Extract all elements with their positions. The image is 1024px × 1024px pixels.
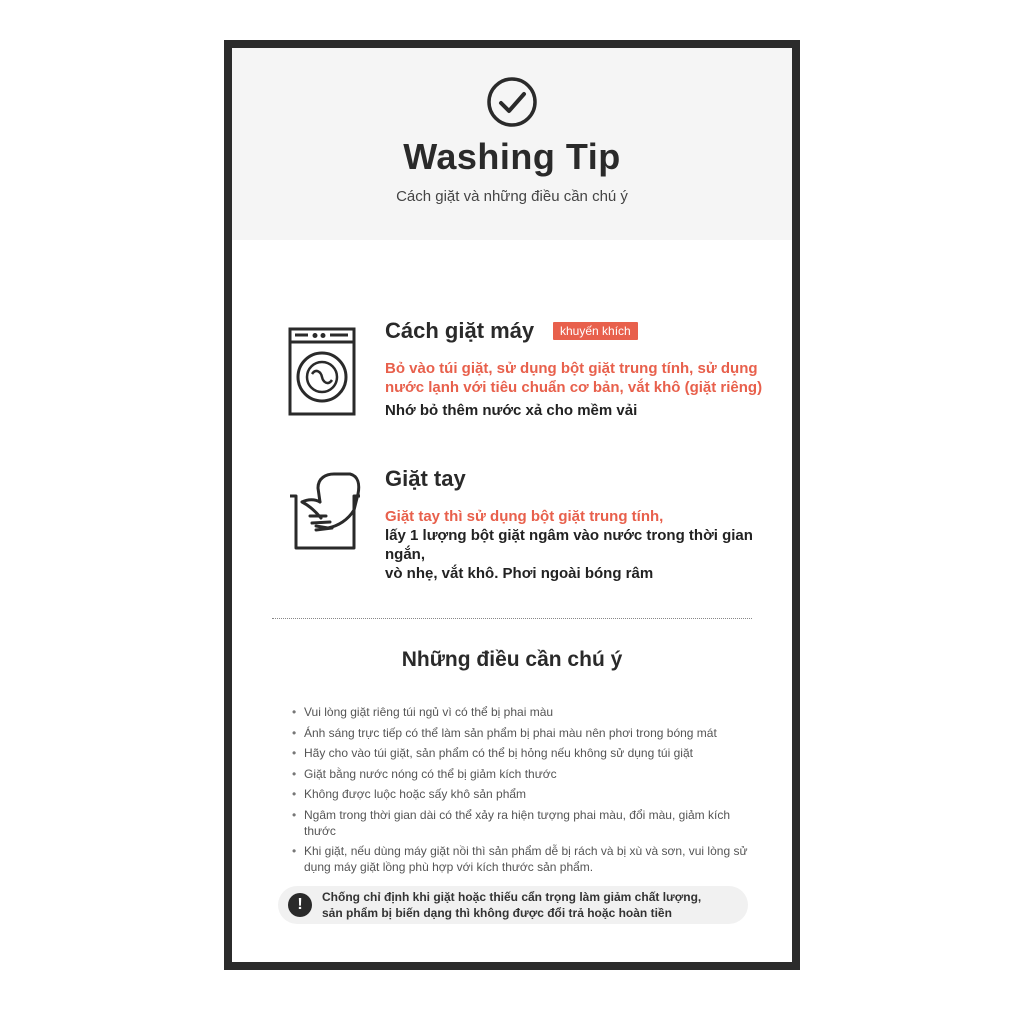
list-item: • Giặt bằng nước nóng có thể bị giảm kích thước [292, 766, 762, 782]
machine-wash-text [385, 359, 785, 420]
list-item: • Không được luộc hoặc sấy khô sản phẩm [292, 786, 762, 802]
hand-wash-line-1: Giặt tay thì sử dụng bột giặt trung tính, [385, 508, 664, 525]
page-title: Washing Tip [403, 136, 621, 177]
notice-title: Những điều cần chú ý [401, 648, 623, 671]
list-item: • Ngâm trong thời gian dài có thể xảy ra hiện tượng phai màu, đổi màu, giảm kích thước [292, 807, 762, 839]
washing-machine-icon [288, 320, 356, 416]
page-subtitle: Cách giặt và những điều cần chú ý [396, 188, 628, 205]
list-item: • Hãy cho vào túi giặt, sản phẩm có thể bị hỏng nếu không sử dụng túi giặt [292, 745, 762, 761]
machine-wash-line-1: Bỏ vào túi giặt, sử dụng bột giặt trung tính, sử dụng [385, 360, 758, 377]
machine-wash-line-3: Nhớ bỏ thêm nước xả cho mềm vải [385, 402, 638, 419]
hand-wash-title: Giặt tay [385, 466, 466, 491]
warning-text [322, 889, 701, 921]
hand-wash-line-2: lấy 1 lượng bột giặt ngâm vào nước trong thời gian ngắn, [385, 527, 753, 563]
washing-tip-card [224, 40, 800, 970]
machine-wash-line-2: nước lạnh với tiêu chuẩn cơ bản, vắt khô (giặt riêng) [385, 379, 763, 396]
header [232, 48, 792, 240]
notice-list [292, 704, 762, 880]
machine-wash-title: Cách giặt máy [385, 318, 535, 343]
list-item: • Ánh sáng trực tiếp có thể làm sản phẩm bị phai màu nên phơi trong bóng mát [292, 725, 762, 741]
exclamation-icon: ! [288, 893, 312, 917]
check-circle-icon [486, 76, 538, 128]
hand-wash-line-3: vò nhẹ, vắt khô. Phơi ngoài bóng râm [385, 565, 654, 582]
dotted-divider [272, 618, 752, 619]
warning-banner [278, 886, 748, 924]
recommended-badge: khuyến khích [553, 322, 638, 340]
list-item: • Vui lòng giặt riêng túi ngủ vì có thể bị phai màu [292, 704, 762, 720]
warning-line-2: sản phẩm bị biến dạng thì không được đổi trả hoặc hoàn tiền [322, 906, 672, 920]
hand-wash-icon [288, 466, 364, 556]
warning-line-1: Chống chỉ định khi giặt hoặc thiếu cẩn trọng làm giảm chất lượng, [322, 890, 702, 904]
list-item: • Khi giặt, nếu dùng máy giặt nồi thì sản phẩm dễ bị rách và bị xù và sơn, vui lòng sử dụng máy giặt lồng phù hợp với kích thước sản phẩm. [292, 843, 762, 875]
hand-wash-text [385, 507, 785, 583]
